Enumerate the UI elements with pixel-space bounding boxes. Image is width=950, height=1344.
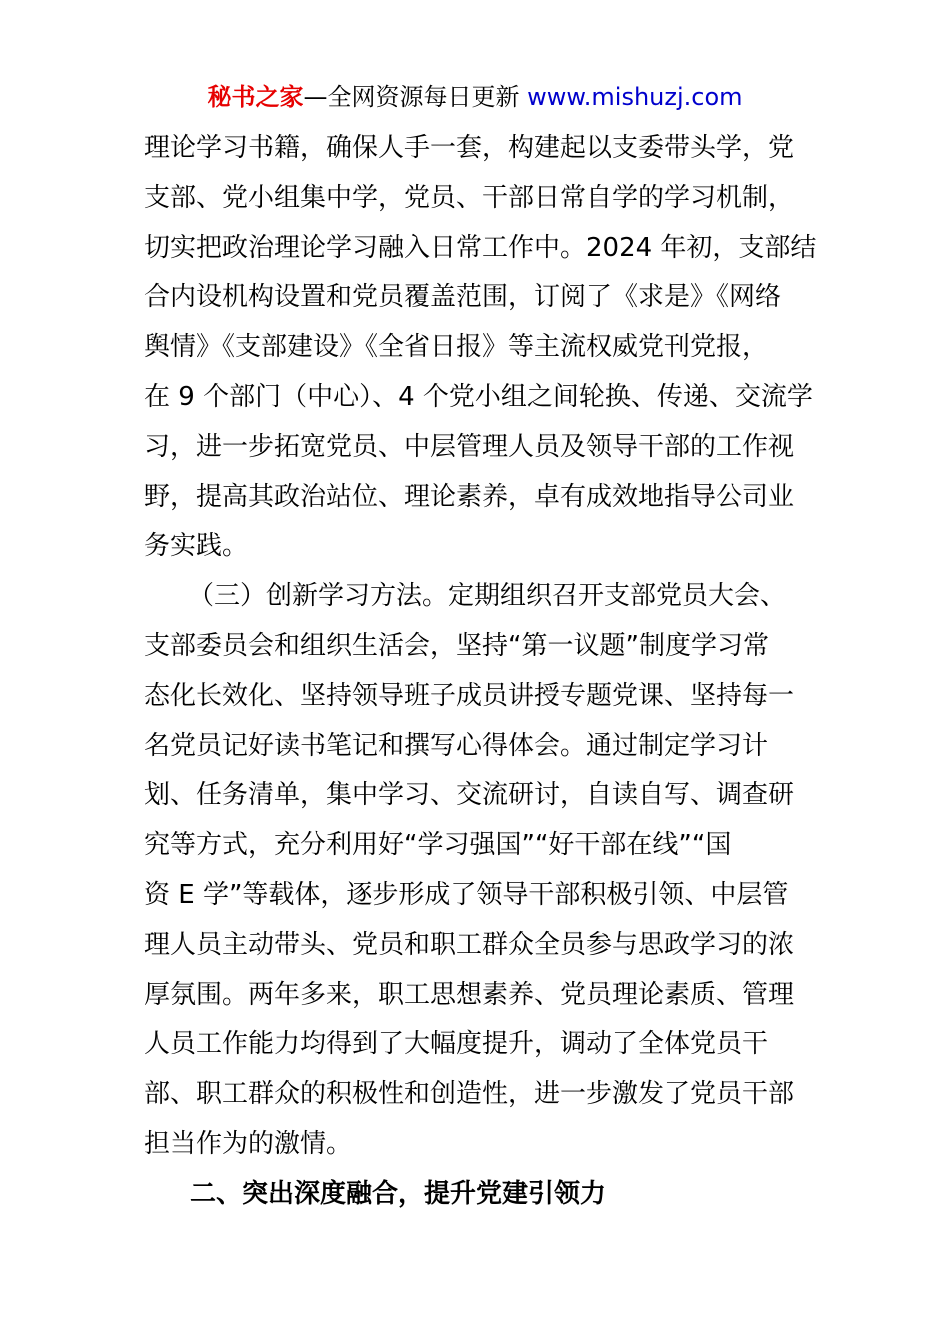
paragraph-line: 理论学习书籍，确保人手一套，构建起以支委带头学，党 [144, 133, 795, 163]
paragraph-line: 担当作为的激情。 [144, 1128, 353, 1159]
paragraph-line: 划、任务清单，集中学习、交流研讨，自读自写、调查研 [144, 780, 795, 811]
paragraph-line: 态化长效化、坚持领导班子成员讲授专题党课、坚持每一 [144, 680, 795, 711]
section-paragraph-start: （三）创新学习方法。定期组织召开支部党员大会、 [188, 581, 787, 612]
paragraph-line: 舆情》《支部建设》《全省日报》等主流权威党刊党报， [144, 332, 769, 363]
paragraph-line: 支部委员会和组织生活会，坚持“第一议题”制度学习常 [144, 630, 769, 661]
paragraph-line: 厚氛围。两年多来，职工思想素养、党员理论素质、管理 [144, 979, 795, 1010]
paragraph-line: 人员工作能力均得到了大幅度提升，调动了全体党员干 [144, 1029, 769, 1060]
paragraph-line: 合内设机构设置和党员覆盖范围，订阅了《求是》《网络 [144, 282, 782, 313]
site-url-link[interactable]: www.mishuzj.com [527, 83, 743, 111]
paragraph-line: 理人员主动带头、党员和职工群众全员参与思政学习的浓 [144, 929, 795, 960]
document-body [144, 124, 817, 1220]
section-heading: 二、突出深度融合，提升党建引领力 [190, 1178, 607, 1209]
paragraph-line: 切实把政治理论学习融入日常工作中。2024 年初，支部结 [144, 232, 817, 263]
paragraph-line: 究等方式，充分利用好“学习强国”“好干部在线”“国 [144, 830, 732, 861]
site-tagline: —全网资源每日更新 [303, 83, 520, 111]
paragraph-line: 支部、党小组集中学，党员、干部日常自学的学习机制， [144, 182, 795, 213]
paragraph-line: 习，进一步拓宽党员、中层管理人员及领导干部的工作视 [144, 431, 795, 462]
site-brand: 秘书之家 [207, 83, 304, 111]
paragraph-line: 部、职工群众的积极性和创造性，进一步激发了党员干部 [144, 1079, 795, 1110]
site-header [0, 80, 950, 114]
paragraph-line: 野，提高其政治站位、理论素养，卓有成效地指导公司业 [144, 481, 795, 512]
paragraph-line: 名党员记好读书笔记和撰写心得体会。通过制定学习计 [144, 730, 769, 761]
paragraph-line: 务实践。 [144, 531, 249, 562]
paragraph-line: 在 9 个部门（中心）、4 个党小组之间轮换、传递、交流学 [144, 381, 813, 412]
paragraph-line: 资 E 学”等载体，逐步形成了领导干部积极引领、中层管 [144, 879, 789, 910]
